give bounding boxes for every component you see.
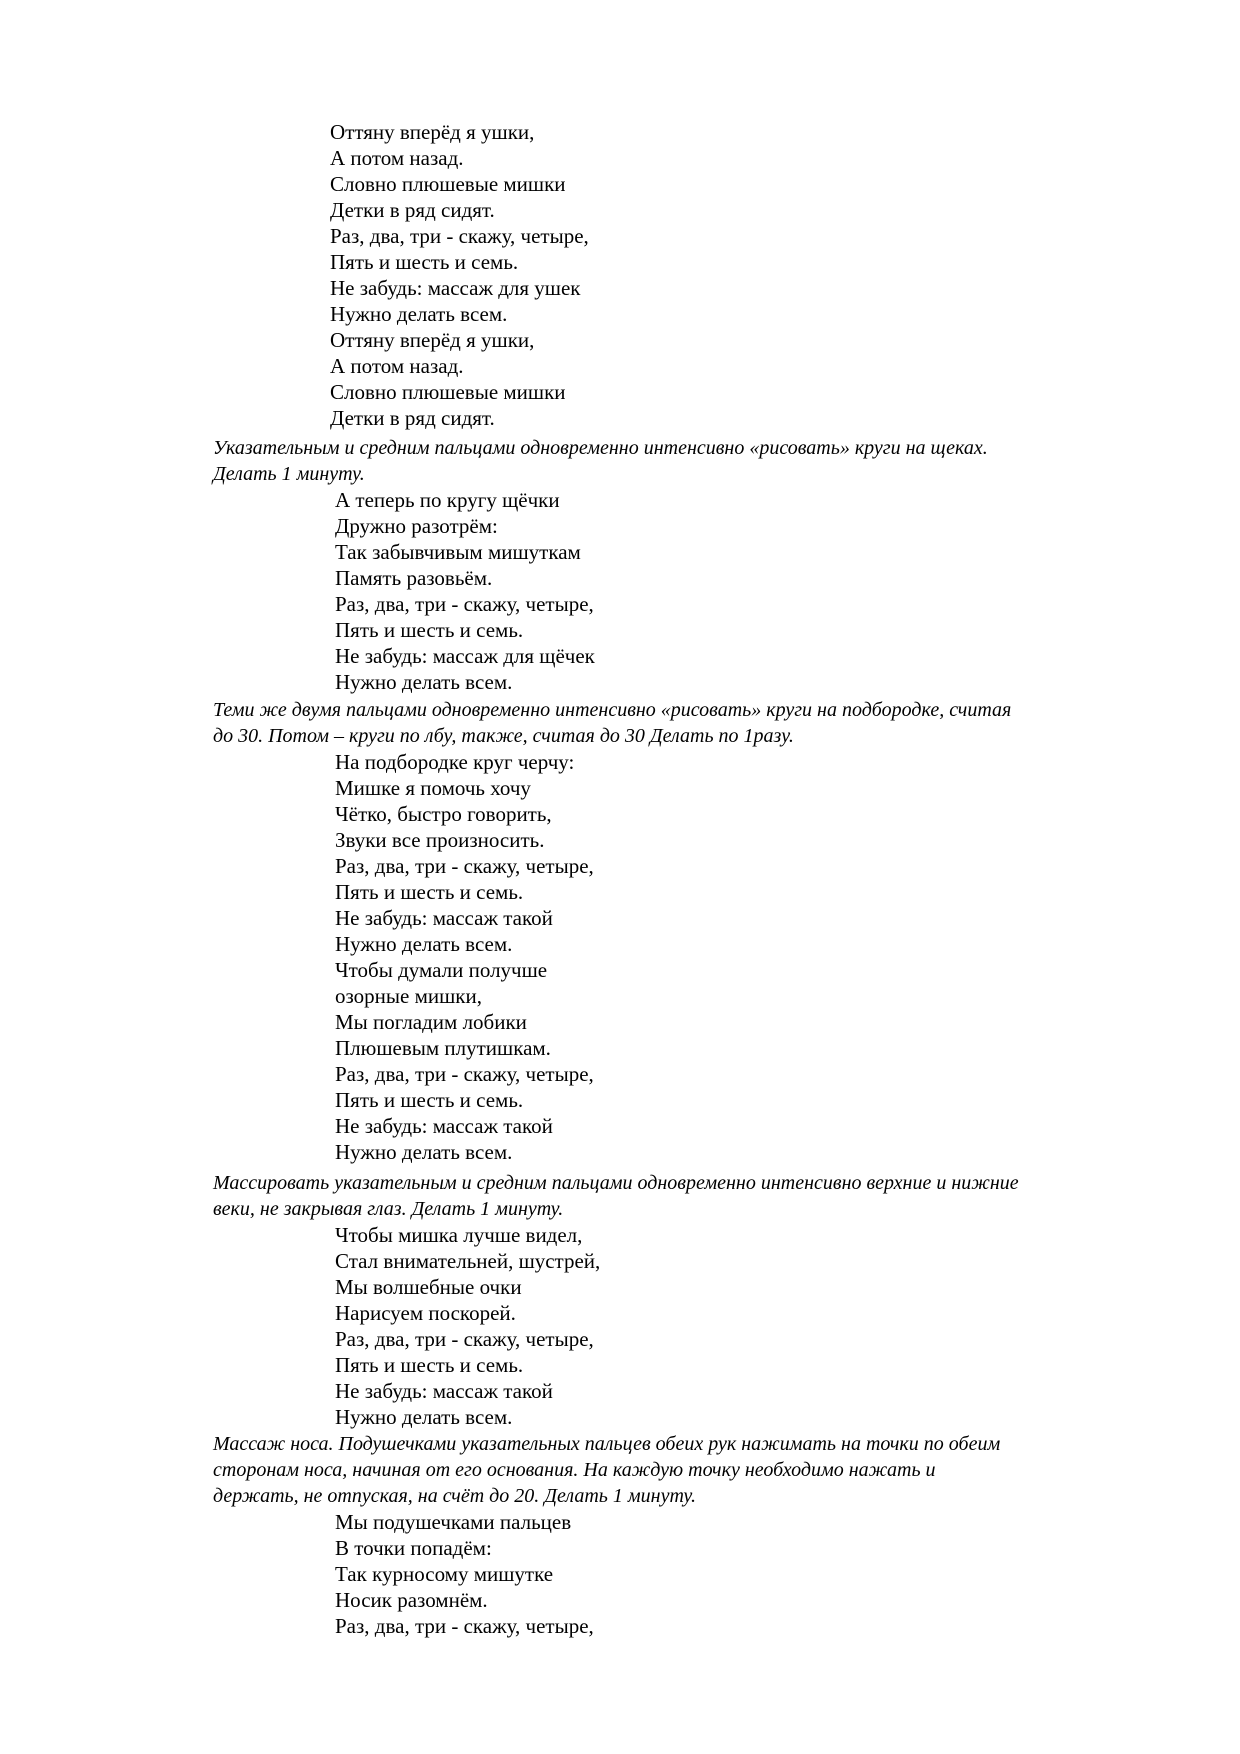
verse-line: Нужно делать всем.	[335, 1140, 513, 1164]
instruction-line: держать, не отпуская, на счёт до 20. Делать 1 минуту.	[213, 1485, 697, 1507]
verse-line: Детки в ряд сидят.	[330, 406, 495, 430]
verse-line: Носик разомнём.	[335, 1588, 488, 1612]
verse-line: Словно плюшевые мишки	[330, 172, 566, 196]
verse-line: Звуки все произносить.	[335, 828, 545, 852]
verse-line: Нужно делать всем.	[335, 670, 513, 694]
verse-line: Так забывчивым мишуткам	[335, 540, 581, 564]
verse-line: Раз, два, три - скажу, четыре,	[335, 854, 594, 878]
verse-line: А потом назад.	[330, 146, 464, 170]
verse-line: А потом назад.	[330, 354, 464, 378]
verse-line: Память разовьём.	[335, 566, 493, 590]
verse-line: Плюшевым плутишкам.	[335, 1036, 551, 1060]
verse-line: Не забудь: массаж для ушек	[330, 276, 581, 300]
verse-line: Не забудь: массаж такой	[335, 906, 553, 930]
instruction-line: Массировать указательным и средним пальцами одновременно интенсивно верхние и нижние	[213, 1172, 1019, 1194]
verse-line: Раз, два, три - скажу, четыре,	[335, 1327, 594, 1351]
verse-line: Словно плюшевые мишки	[330, 380, 566, 404]
verse-line: Пять и шесть и семь.	[330, 250, 519, 274]
instruction-line: Указательным и средним пальцами одновременно интенсивно «рисовать» круги на щеках.	[213, 437, 988, 459]
verse-line: А теперь по кругу щёчки	[335, 488, 560, 512]
verse-line: Оттяну вперёд я ушки,	[330, 120, 535, 144]
verse-line: Мишке я помочь хочу	[335, 776, 531, 800]
verse-line: Детки в ряд сидят.	[330, 198, 495, 222]
instruction-line: Теми же двумя пальцами одновременно интенсивно «рисовать» круги на подбородке, считая	[213, 699, 1012, 721]
verse-line: Раз, два, три - скажу, четыре,	[335, 1062, 594, 1086]
verse-line: Не забудь: массаж такой	[335, 1114, 553, 1138]
verse-line: Мы подушечками пальцев	[335, 1510, 572, 1534]
instruction-line: Делать 1 минуту.	[213, 463, 365, 485]
verse-line: Чётко, быстро говорить,	[335, 802, 552, 826]
verse-line: Дружно разотрём:	[335, 514, 498, 538]
instruction-line: веки, не закрывая глаз. Делать 1 минуту.	[213, 1198, 564, 1220]
verse-line: Пять и шесть и семь.	[335, 1353, 524, 1377]
verse-line: Стал внимательней, шустрей,	[335, 1249, 601, 1273]
verse-line: В точки попадём:	[335, 1536, 492, 1560]
instruction-line: Массаж носа. Подушечками указательных пальцев обеих рук нажимать на точки по обеим	[213, 1433, 1001, 1455]
verse-line: Не забудь: массаж такой	[335, 1379, 553, 1403]
verse-line: Раз, два, три - скажу, четыре,	[335, 1614, 594, 1638]
verse-line: Нужно делать всем.	[330, 302, 508, 326]
verse-line: Так курносому мишутке	[335, 1562, 554, 1586]
verse-line: Мы волшебные очки	[335, 1275, 522, 1299]
verse-line: озорные мишки,	[335, 984, 482, 1008]
verse-line: Раз, два, три - скажу, четыре,	[330, 224, 589, 248]
verse-line: Оттяну вперёд я ушки,	[330, 328, 535, 352]
verse-line: Мы погладим лобики	[335, 1010, 527, 1034]
instruction-line: до 30. Потом – круги по лбу, также, считая до 30 Делать по 1разу.	[213, 725, 794, 747]
instruction-line: сторонам носа, начиная от его основания. На каждую точку необходимо нажать и	[213, 1459, 936, 1481]
verse-line: Не забудь: массаж для щёчек	[335, 644, 595, 668]
verse-line: Чтобы мишка лучше видел,	[335, 1223, 583, 1247]
verse-line: Нарисуем поскорей.	[335, 1301, 516, 1325]
verse-line: Нужно делать всем.	[335, 1405, 513, 1429]
verse-line: Нужно делать всем.	[335, 932, 513, 956]
verse-line: Пять и шесть и семь.	[335, 618, 524, 642]
verse-line: Пять и шесть и семь.	[335, 880, 524, 904]
verse-line: На подбородке круг черчу:	[335, 750, 575, 774]
verse-line: Чтобы думали получше	[335, 958, 548, 982]
verse-line: Пять и шесть и семь.	[335, 1088, 524, 1112]
verse-line: Раз, два, три - скажу, четыре,	[335, 592, 594, 616]
